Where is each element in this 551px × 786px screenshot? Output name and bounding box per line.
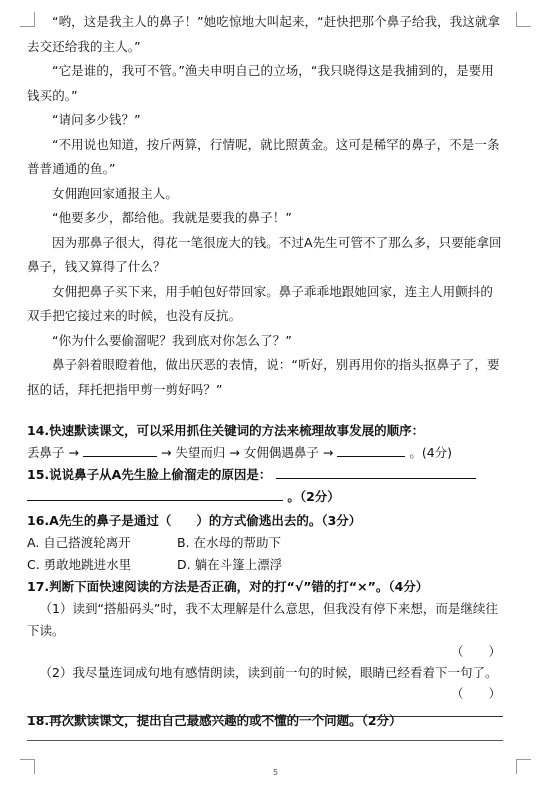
sequence-step-3: 女佣偶遇鼻子	[243, 445, 319, 460]
option-c[interactable]: C. 勇敢地跳进水里	[27, 557, 132, 572]
sequence-step-2: 失望而归	[175, 445, 226, 460]
footer-divider	[27, 740, 503, 741]
story-paragraph: 鼻子斜着眼瞪着他，做出厌恶的表情，说：“听好，别再用你的指头抠鼻子了，要抠的话，拜托把指甲剪一剪好吗？”	[27, 357, 500, 397]
question-15	[27, 464, 505, 508]
sequence-step-1: 丢鼻子	[27, 445, 65, 460]
arrow: →	[160, 445, 172, 460]
answer-parentheses[interactable]: （ ）	[450, 686, 501, 701]
answer-parentheses[interactable]: （ ）	[450, 644, 501, 659]
answer-line[interactable]	[27, 716, 503, 717]
question-14	[27, 420, 505, 464]
document-page	[27, 10, 505, 732]
story-paragraph: 女佣把鼻子买下来，用手帕包好带回家。鼻子乖乖地跟她回家，连主人用颤抖的双手把它接过来的时候，也没有反抗。	[27, 283, 494, 323]
answer-blank[interactable]	[276, 466, 476, 479]
question-17-title: 17.判断下面快速阅读的方法是否正确，对的打“√”错的打“×”。（4分）	[27, 579, 429, 594]
story-paragraph: “不用说也知道，按斤两算，行情呢，就比照黄金。这可是稀罕的鼻子，不是一条普普通通的鱼。”	[27, 136, 500, 176]
story-paragraph: 因为那鼻子很大，得花一笔很庞大的钱。不过A先生可管不了那么多，只要能拿回鼻子，钱又算得了什么？	[27, 234, 502, 274]
page-number: 5	[272, 768, 279, 777]
arrow: →	[68, 445, 79, 460]
question-18-title: 18.再次默读课文，提出自己最感兴趣的或不懂的一个问题。（2分）	[27, 713, 402, 728]
question-17-item-1: （1）读到“搭船码头”时，我不太理解是什么意思，但我没有停下来想，而是继续往下读。	[27, 601, 498, 638]
story-paragraph: “他要多少，都给他。我就是要我的鼻子！”	[52, 210, 292, 225]
question-14-title: 14.快速默读课文，可以采用抓住关键词的方法来梳理故事发展的顺序：	[27, 423, 425, 438]
story-paragraph: “你为什么要偷溜呢？我到底对你怎么了？”	[52, 332, 292, 348]
option-b[interactable]: B. 在水母的帮助下	[177, 535, 282, 550]
story-paragraph: “哟，这是我主人的鼻子！”她吃惊地大叫起来，“赶快把那个鼻子给我，我这就拿去交还给我的主人。”	[27, 14, 501, 54]
story-paragraph: “它是谁的，我可不管。”渔夫申明自己的立场，“我只晓得这是我捕到的，是要用钱买的。”	[27, 63, 494, 103]
option-a[interactable]: A. 自己搭渡轮离开	[27, 535, 131, 550]
points-label: 。(4分)	[409, 445, 453, 460]
answer-blank[interactable]	[337, 444, 405, 457]
story-paragraph: “请问多少钱？”	[52, 112, 141, 127]
question-18	[27, 710, 505, 732]
question-16	[27, 510, 505, 576]
option-d[interactable]: D. 躺在斗篷上漂浮	[177, 557, 283, 572]
points-label: 。（2分）	[287, 489, 340, 504]
answer-blank[interactable]	[27, 488, 283, 501]
crop-mark-top-right	[516, 12, 531, 27]
arrow: →	[322, 445, 334, 460]
question-15-title: 15.说说鼻子从A先生脸上偷溜走的原因是：	[27, 467, 272, 482]
story-paragraph: 女佣跑回家通报主人。	[52, 185, 179, 201]
question-17-item-2: （2）我尽量连词成句地有感情朗读，读到前一句的时候，眼睛已经看着下一句了。	[39, 665, 498, 680]
question-16-title: 16.A先生的鼻子是通过（ ）的方式偷逃出去的。（3分）	[27, 513, 362, 528]
arrow: →	[229, 445, 240, 460]
question-17	[27, 576, 505, 704]
question-14-sequence	[27, 442, 505, 464]
answer-blank[interactable]	[83, 444, 157, 457]
